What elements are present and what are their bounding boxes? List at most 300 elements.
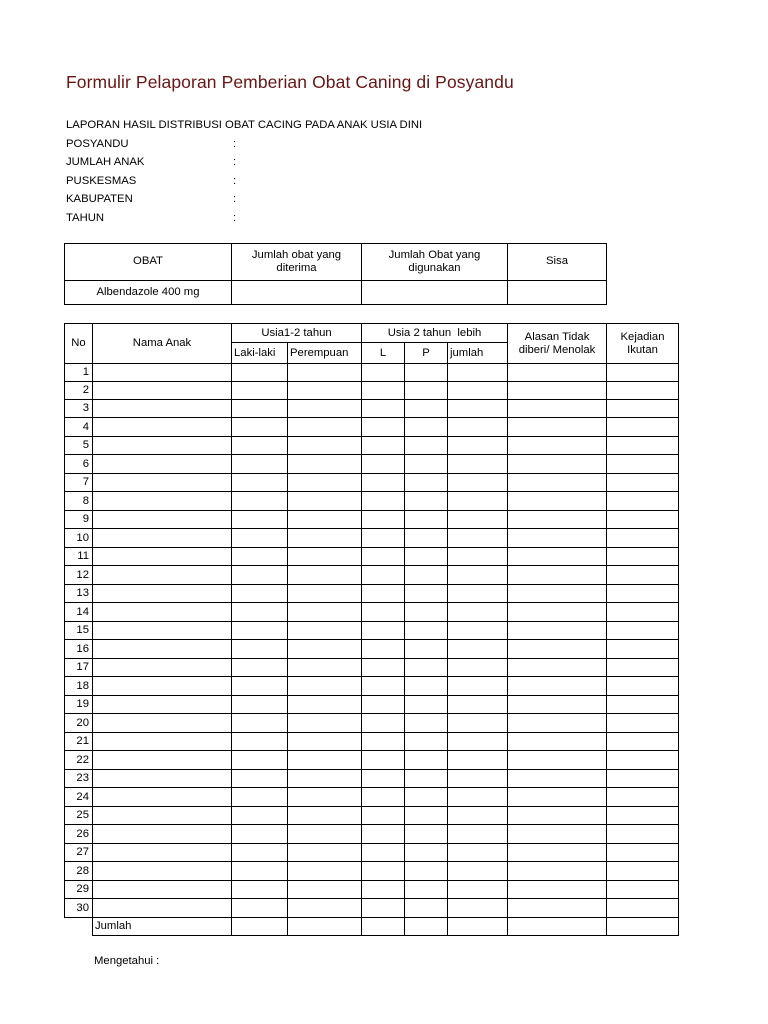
table-cell[interactable] <box>448 696 508 714</box>
table-cell[interactable] <box>232 807 288 825</box>
row-number: 14 <box>65 603 93 622</box>
table-cell[interactable] <box>607 418 679 437</box>
table-cell[interactable] <box>288 659 362 677</box>
table-cell[interactable] <box>607 400 679 418</box>
table-cell[interactable] <box>607 788 679 807</box>
table-cell[interactable] <box>405 382 448 400</box>
table-cell[interactable] <box>448 659 508 677</box>
table-cell[interactable] <box>448 364 508 382</box>
table-cell[interactable] <box>362 696 405 714</box>
table-cell[interactable] <box>607 511 679 529</box>
table-cell[interactable] <box>508 585 607 603</box>
table-cell[interactable] <box>93 603 232 622</box>
table-cell[interactable] <box>508 844 607 862</box>
table-cell[interactable] <box>508 788 607 807</box>
row-number: 18 <box>65 677 93 696</box>
table-row <box>65 400 679 418</box>
table-cell[interactable] <box>607 566 679 585</box>
table-cell[interactable] <box>288 529 362 548</box>
row-number: 21 <box>65 733 93 751</box>
table-cell[interactable] <box>405 751 448 770</box>
table-cell[interactable] <box>362 844 405 862</box>
table-cell[interactable] <box>362 881 405 899</box>
table-row <box>65 382 679 400</box>
table-cell[interactable] <box>93 807 232 825</box>
row-number: 9 <box>65 511 93 529</box>
table-cell[interactable] <box>362 455 405 474</box>
table-cell[interactable] <box>448 807 508 825</box>
total-cell[interactable] <box>508 918 607 936</box>
table-cell[interactable] <box>508 677 607 696</box>
table-cell[interactable] <box>508 825 607 844</box>
table-cell[interactable] <box>448 770 508 788</box>
table-cell[interactable] <box>232 844 288 862</box>
table-cell[interactable] <box>362 548 405 566</box>
total-cell[interactable] <box>607 918 679 936</box>
table-cell[interactable] <box>448 603 508 622</box>
table-cell[interactable] <box>232 474 288 492</box>
table-cell[interactable] <box>607 382 679 400</box>
table-cell[interactable] <box>288 825 362 844</box>
table-cell[interactable] <box>607 603 679 622</box>
table-cell[interactable] <box>232 566 288 585</box>
table-cell[interactable] <box>405 733 448 751</box>
table-cell[interactable] <box>93 400 232 418</box>
table-cell[interactable] <box>448 733 508 751</box>
info-field-label: TAHUN <box>66 211 105 224</box>
table-cell[interactable] <box>362 529 405 548</box>
table-cell[interactable] <box>405 788 448 807</box>
table-cell[interactable] <box>362 622 405 640</box>
table-cell[interactable] <box>448 751 508 770</box>
table-cell[interactable] <box>607 364 679 382</box>
table-cell[interactable] <box>288 511 362 529</box>
table-cell[interactable] <box>93 696 232 714</box>
table-cell[interactable] <box>362 418 405 437</box>
row-number: 28 <box>65 862 93 881</box>
table-cell[interactable] <box>288 881 362 899</box>
info-field-tahun <box>66 209 422 228</box>
table-cell[interactable] <box>93 492 232 511</box>
table-cell[interactable] <box>508 603 607 622</box>
table-cell[interactable] <box>508 807 607 825</box>
table-cell[interactable] <box>508 770 607 788</box>
table-cell[interactable] <box>405 714 448 733</box>
table-cell[interactable] <box>362 677 405 696</box>
table-cell[interactable] <box>448 382 508 400</box>
table-cell[interactable] <box>362 770 405 788</box>
table-cell[interactable] <box>288 492 362 511</box>
table-row <box>65 474 679 492</box>
table-cell[interactable] <box>508 511 607 529</box>
table-cell[interactable] <box>288 733 362 751</box>
header-kejadian: Kejadian Ikutan <box>607 324 679 364</box>
table-cell[interactable] <box>232 751 288 770</box>
footer-mengetahui: Mengetahui : <box>94 955 160 967</box>
table-cell[interactable] <box>288 548 362 566</box>
table-cell[interactable] <box>93 437 232 455</box>
table-cell[interactable] <box>508 418 607 437</box>
table-cell[interactable] <box>232 455 288 474</box>
table-cell[interactable] <box>448 677 508 696</box>
table-cell[interactable] <box>405 622 448 640</box>
table-cell[interactable] <box>288 807 362 825</box>
table-cell[interactable] <box>607 585 679 603</box>
table-cell[interactable] <box>232 714 288 733</box>
table-cell[interactable] <box>288 770 362 788</box>
table-cell[interactable] <box>362 899 405 918</box>
table-cell[interactable] <box>405 492 448 511</box>
table-row <box>65 844 679 862</box>
info-field-colon: : <box>233 156 237 169</box>
info-field-label: JUMLAH ANAK <box>66 156 145 169</box>
total-row-blank <box>65 918 93 936</box>
row-number: 19 <box>65 696 93 714</box>
table-cell[interactable] <box>288 844 362 862</box>
table-cell[interactable] <box>362 807 405 825</box>
table-cell[interactable] <box>288 696 362 714</box>
table-cell[interactable] <box>508 492 607 511</box>
table-cell[interactable] <box>362 511 405 529</box>
table-row <box>65 364 679 382</box>
table-cell[interactable] <box>607 807 679 825</box>
table-cell[interactable] <box>607 677 679 696</box>
medicine-remaining-cell[interactable] <box>508 281 607 305</box>
table-cell[interactable] <box>93 418 232 437</box>
table-cell[interactable] <box>232 585 288 603</box>
table-cell[interactable] <box>362 364 405 382</box>
table-cell[interactable] <box>508 400 607 418</box>
table-cell[interactable] <box>607 844 679 862</box>
row-number: 16 <box>65 640 93 659</box>
table-cell[interactable] <box>362 862 405 881</box>
total-cell[interactable] <box>288 918 362 936</box>
table-cell[interactable] <box>232 548 288 566</box>
table-cell[interactable] <box>232 640 288 659</box>
table-cell[interactable] <box>405 364 448 382</box>
table-cell[interactable] <box>93 585 232 603</box>
table-cell[interactable] <box>232 529 288 548</box>
table-cell[interactable] <box>93 529 232 548</box>
table-cell[interactable] <box>232 437 288 455</box>
table-cell[interactable] <box>607 622 679 640</box>
total-row <box>65 918 679 936</box>
table-cell[interactable] <box>93 714 232 733</box>
table-cell[interactable] <box>93 382 232 400</box>
table-cell[interactable] <box>405 677 448 696</box>
table-cell[interactable] <box>288 364 362 382</box>
table-cell[interactable] <box>508 382 607 400</box>
table-cell[interactable] <box>448 899 508 918</box>
table-cell[interactable] <box>448 492 508 511</box>
table-cell[interactable] <box>508 437 607 455</box>
table-cell[interactable] <box>508 751 607 770</box>
table-cell[interactable] <box>288 862 362 881</box>
table-cell[interactable] <box>93 455 232 474</box>
table-cell[interactable] <box>362 437 405 455</box>
table-cell[interactable] <box>93 677 232 696</box>
table-cell[interactable] <box>288 566 362 585</box>
table-cell[interactable] <box>405 437 448 455</box>
table-cell[interactable] <box>607 770 679 788</box>
table-cell[interactable] <box>288 751 362 770</box>
table-cell[interactable] <box>93 511 232 529</box>
table-cell[interactable] <box>362 788 405 807</box>
table-cell[interactable] <box>508 899 607 918</box>
children-table <box>64 323 679 936</box>
table-cell[interactable] <box>232 418 288 437</box>
table-row <box>65 881 679 899</box>
table-cell[interactable] <box>607 492 679 511</box>
table-cell[interactable] <box>508 862 607 881</box>
table-cell[interactable] <box>448 640 508 659</box>
info-field-colon: : <box>233 211 237 224</box>
table-cell[interactable] <box>405 899 448 918</box>
table-row <box>65 733 679 751</box>
table-cell[interactable] <box>607 455 679 474</box>
table-cell[interactable] <box>93 844 232 862</box>
table-cell[interactable] <box>607 733 679 751</box>
medicine-used-cell[interactable] <box>362 281 508 305</box>
table-cell[interactable] <box>362 714 405 733</box>
table-cell[interactable] <box>362 603 405 622</box>
table-cell[interactable] <box>607 529 679 548</box>
table-cell[interactable] <box>362 400 405 418</box>
table-cell[interactable] <box>448 437 508 455</box>
table-cell[interactable] <box>448 862 508 881</box>
table-cell[interactable] <box>607 640 679 659</box>
table-cell[interactable] <box>508 364 607 382</box>
table-cell[interactable] <box>93 659 232 677</box>
row-number: 11 <box>65 548 93 566</box>
table-row <box>65 622 679 640</box>
table-row <box>65 640 679 659</box>
table-cell[interactable] <box>93 825 232 844</box>
table-cell[interactable] <box>93 881 232 899</box>
row-number: 2 <box>65 382 93 400</box>
table-cell[interactable] <box>508 714 607 733</box>
table-cell[interactable] <box>405 548 448 566</box>
table-cell[interactable] <box>448 714 508 733</box>
table-cell[interactable] <box>405 844 448 862</box>
table-cell[interactable] <box>93 364 232 382</box>
table-cell[interactable] <box>508 881 607 899</box>
table-cell[interactable] <box>93 548 232 566</box>
table-cell[interactable] <box>607 751 679 770</box>
table-cell[interactable] <box>232 492 288 511</box>
row-number: 30 <box>65 899 93 918</box>
table-cell[interactable] <box>232 382 288 400</box>
table-cell[interactable] <box>93 862 232 881</box>
table-cell[interactable] <box>607 862 679 881</box>
table-cell[interactable] <box>362 733 405 751</box>
table-cell[interactable] <box>607 825 679 844</box>
table-cell[interactable] <box>508 733 607 751</box>
table-cell[interactable] <box>288 455 362 474</box>
table-row <box>65 862 679 881</box>
table-cell[interactable] <box>288 585 362 603</box>
table-cell[interactable] <box>448 881 508 899</box>
table-cell[interactable] <box>232 659 288 677</box>
table-cell[interactable] <box>607 474 679 492</box>
table-cell[interactable] <box>232 603 288 622</box>
table-cell[interactable] <box>405 659 448 677</box>
table-cell[interactable] <box>362 751 405 770</box>
row-number: 12 <box>65 566 93 585</box>
total-cell[interactable] <box>448 918 508 936</box>
table-row <box>65 696 679 714</box>
table-cell[interactable] <box>448 844 508 862</box>
table-cell[interactable] <box>508 696 607 714</box>
table-cell[interactable] <box>508 455 607 474</box>
table-cell[interactable] <box>405 529 448 548</box>
table-cell[interactable] <box>288 603 362 622</box>
table-cell[interactable] <box>405 455 448 474</box>
table-cell[interactable] <box>448 511 508 529</box>
table-cell[interactable] <box>405 696 448 714</box>
table-cell[interactable] <box>448 529 508 548</box>
table-cell[interactable] <box>362 492 405 511</box>
table-row <box>65 603 679 622</box>
table-cell[interactable] <box>232 677 288 696</box>
table-cell[interactable] <box>288 788 362 807</box>
table-cell[interactable] <box>288 640 362 659</box>
table-row <box>65 659 679 677</box>
table-cell[interactable] <box>405 400 448 418</box>
table-row <box>65 751 679 770</box>
table-cell[interactable] <box>448 548 508 566</box>
table-cell[interactable] <box>508 659 607 677</box>
table-cell[interactable] <box>93 733 232 751</box>
table-cell[interactable] <box>405 770 448 788</box>
table-cell[interactable] <box>232 511 288 529</box>
table-cell[interactable] <box>232 696 288 714</box>
table-cell[interactable] <box>232 364 288 382</box>
row-number: 8 <box>65 492 93 511</box>
table-cell[interactable] <box>362 825 405 844</box>
table-row <box>65 455 679 474</box>
table-cell[interactable] <box>405 640 448 659</box>
table-row <box>65 770 679 788</box>
table-cell[interactable] <box>362 585 405 603</box>
table-cell[interactable] <box>607 899 679 918</box>
table-cell[interactable] <box>405 566 448 585</box>
table-cell[interactable] <box>232 825 288 844</box>
table-cell[interactable] <box>232 899 288 918</box>
table-cell[interactable] <box>448 825 508 844</box>
table-cell[interactable] <box>405 807 448 825</box>
medicine-row <box>65 281 607 305</box>
header-obat: OBAT <box>65 244 232 281</box>
table-cell[interactable] <box>232 622 288 640</box>
table-cell[interactable] <box>508 548 607 566</box>
table-cell[interactable] <box>405 825 448 844</box>
table-cell[interactable] <box>93 788 232 807</box>
table-cell[interactable] <box>448 418 508 437</box>
table-cell[interactable] <box>93 474 232 492</box>
table-cell[interactable] <box>93 566 232 585</box>
table-cell[interactable] <box>448 455 508 474</box>
table-cell[interactable] <box>362 566 405 585</box>
total-cell[interactable] <box>232 918 288 936</box>
table-cell[interactable] <box>607 437 679 455</box>
table-cell[interactable] <box>288 677 362 696</box>
table-cell[interactable] <box>93 770 232 788</box>
table-cell[interactable] <box>448 788 508 807</box>
table-cell[interactable] <box>232 788 288 807</box>
table-cell[interactable] <box>288 622 362 640</box>
table-cell[interactable] <box>362 474 405 492</box>
total-cell[interactable] <box>405 918 448 936</box>
table-cell[interactable] <box>508 640 607 659</box>
table-cell[interactable] <box>288 899 362 918</box>
table-cell[interactable] <box>448 585 508 603</box>
table-cell[interactable] <box>232 400 288 418</box>
total-cell[interactable] <box>362 918 405 936</box>
header-sisa: Sisa <box>508 244 607 281</box>
table-cell[interactable] <box>508 474 607 492</box>
table-cell[interactable] <box>448 566 508 585</box>
table-cell[interactable] <box>607 714 679 733</box>
table-cell[interactable] <box>232 862 288 881</box>
table-cell[interactable] <box>405 603 448 622</box>
table-cell[interactable] <box>288 437 362 455</box>
table-cell[interactable] <box>232 881 288 899</box>
table-cell[interactable] <box>607 548 679 566</box>
subheader-laki-laki: Laki-laki <box>232 343 288 364</box>
table-cell[interactable] <box>607 659 679 677</box>
table-cell[interactable] <box>405 474 448 492</box>
table-cell[interactable] <box>362 640 405 659</box>
table-cell[interactable] <box>362 659 405 677</box>
table-cell[interactable] <box>508 622 607 640</box>
page-title: Formulir Pelaporan Pemberian Obat Caning di Posyandu <box>66 72 514 92</box>
table-cell[interactable] <box>288 382 362 400</box>
table-cell[interactable] <box>607 696 679 714</box>
table-cell[interactable] <box>288 714 362 733</box>
table-cell[interactable] <box>508 529 607 548</box>
row-number: 13 <box>65 585 93 603</box>
table-cell[interactable] <box>362 382 405 400</box>
table-cell[interactable] <box>405 862 448 881</box>
row-number: 29 <box>65 881 93 899</box>
table-cell[interactable] <box>93 640 232 659</box>
medicine-received-cell[interactable] <box>232 281 362 305</box>
table-cell[interactable] <box>448 622 508 640</box>
row-number: 17 <box>65 659 93 677</box>
table-cell[interactable] <box>508 566 607 585</box>
table-cell[interactable] <box>405 881 448 899</box>
row-number: 10 <box>65 529 93 548</box>
table-cell[interactable] <box>288 418 362 437</box>
row-number: 6 <box>65 455 93 474</box>
table-cell[interactable] <box>288 400 362 418</box>
table-cell[interactable] <box>405 418 448 437</box>
table-cell[interactable] <box>405 511 448 529</box>
table-cell[interactable] <box>448 474 508 492</box>
table-cell[interactable] <box>288 474 362 492</box>
report-info <box>66 116 422 228</box>
table-cell[interactable] <box>232 733 288 751</box>
table-cell[interactable] <box>232 770 288 788</box>
table-cell[interactable] <box>448 400 508 418</box>
table-cell[interactable] <box>93 751 232 770</box>
table-cell[interactable] <box>93 622 232 640</box>
table-cell[interactable] <box>607 881 679 899</box>
table-cell[interactable] <box>405 585 448 603</box>
row-number: 1 <box>65 364 93 382</box>
table-cell[interactable] <box>93 899 232 918</box>
